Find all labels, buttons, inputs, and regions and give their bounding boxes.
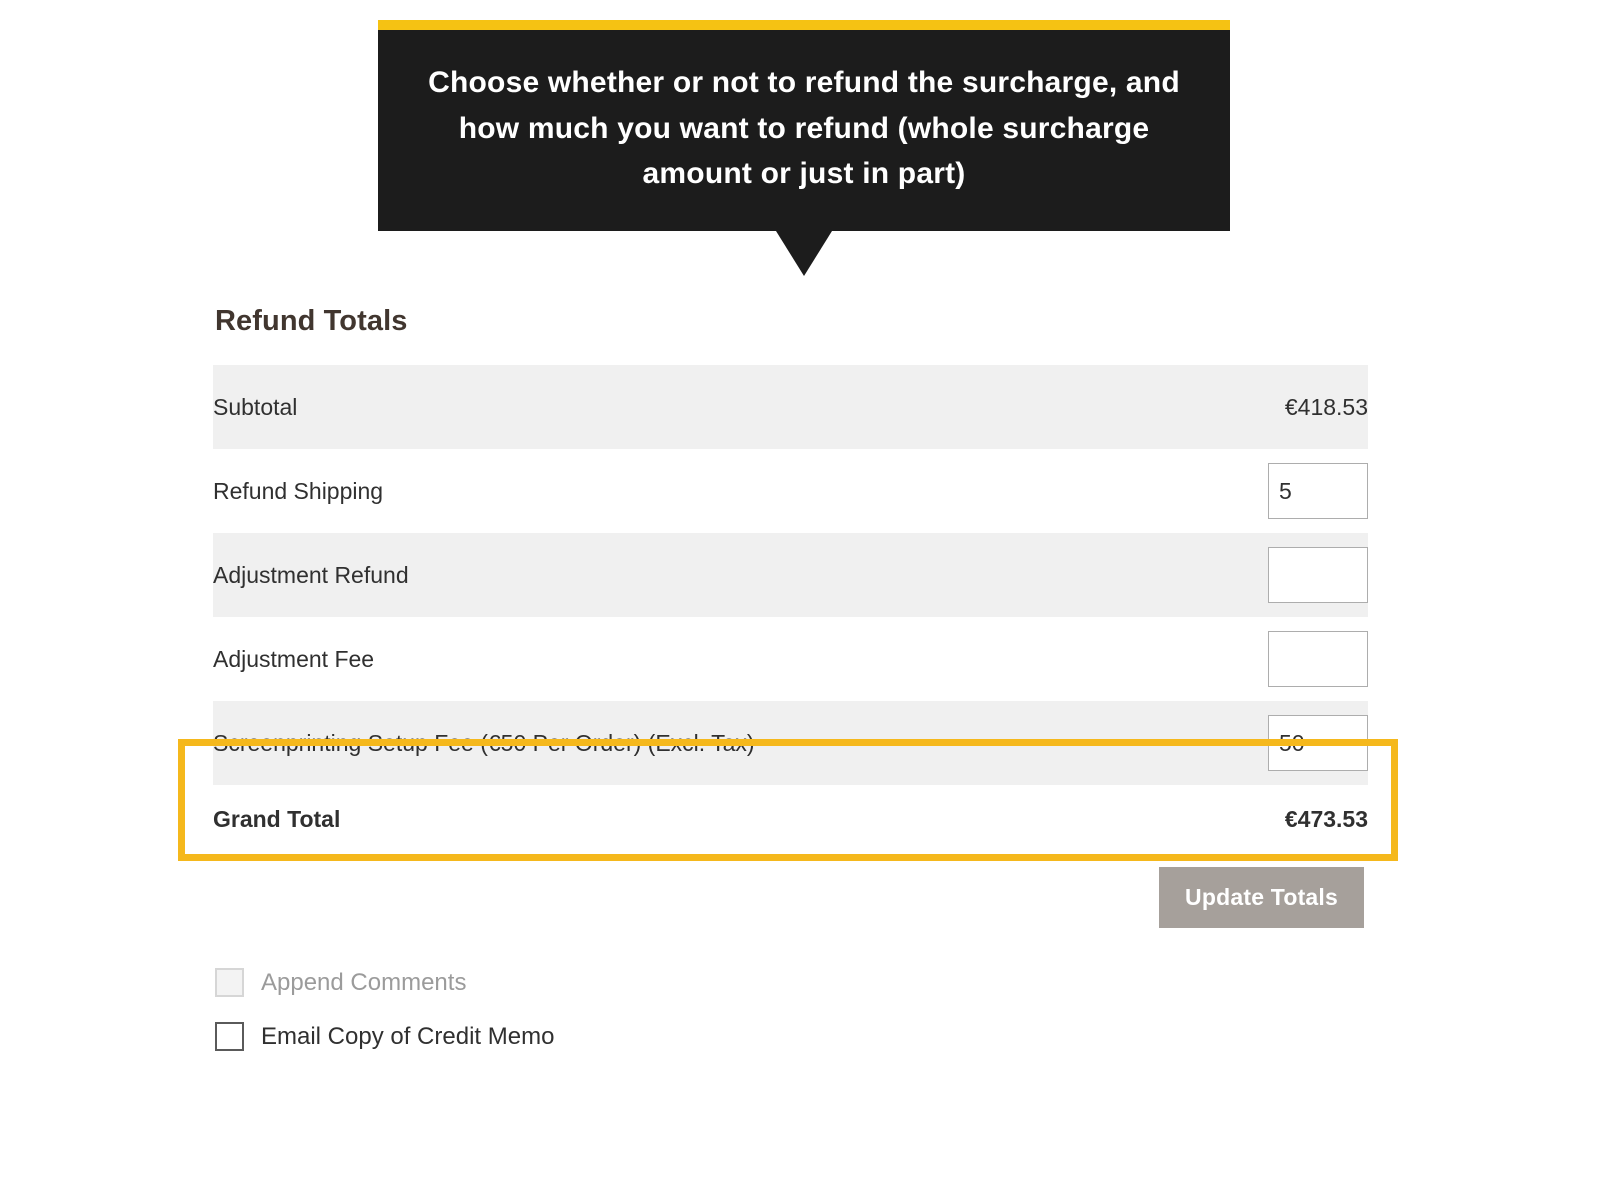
email-copy-label: Email Copy of Credit Memo: [261, 1022, 555, 1050]
update-totals-button[interactable]: Update Totals: [1159, 867, 1364, 928]
callout-pointer-arrow: [776, 231, 832, 276]
table-row: [213, 617, 1368, 701]
row-input-cell-adjustment-refund: [1188, 533, 1368, 617]
email-copy-row[interactable]: [215, 1022, 1368, 1051]
refund-totals-table: [213, 365, 1368, 853]
callout-accent-bar: [378, 20, 1230, 30]
row-label-grand-total: Grand Total: [213, 805, 341, 832]
instruction-callout: [378, 20, 1230, 231]
refund-shipping-input[interactable]: [1268, 463, 1368, 519]
row-label-subtotal: Subtotal: [213, 365, 1188, 449]
credit-memo-options: [213, 968, 1368, 1051]
row-input-cell-refund-shipping: [1188, 449, 1368, 533]
table-row-grand-total: [213, 785, 1368, 853]
row-value-subtotal: €418.53: [1188, 365, 1368, 449]
row-label-screenprinting-setup-fee: Screenprinting Setup Fee (€50 Per Order) (Excl. Tax): [213, 701, 1188, 785]
row-input-cell-screenprinting-setup-fee: [1188, 701, 1368, 785]
page-title: Refund Totals: [215, 305, 408, 337]
table-row: [213, 365, 1368, 449]
adjustment-fee-input[interactable]: [1268, 631, 1368, 687]
refund-totals-panel: [213, 305, 1368, 1076]
table-row: [213, 533, 1368, 617]
screenprinting-setup-fee-input[interactable]: [1268, 715, 1368, 771]
table-row-surcharge: [213, 701, 1368, 785]
adjustment-refund-input[interactable]: [1268, 547, 1368, 603]
totals-actions: [213, 867, 1368, 928]
row-input-cell-adjustment-fee: [1188, 617, 1368, 701]
callout-text: Choose whether or not to refund the surcharge, and how much you want to refund (whole surcharge amount or just in part): [378, 30, 1230, 231]
append-comments-label: Append Comments: [261, 968, 467, 996]
append-comments-checkbox[interactable]: [215, 968, 244, 997]
table-row: [213, 449, 1368, 533]
row-label-adjustment-fee: Adjustment Fee: [213, 645, 375, 672]
row-label-adjustment-refund: Adjustment Refund: [213, 533, 1188, 617]
append-comments-row[interactable]: [215, 968, 1368, 997]
row-label-refund-shipping: Refund Shipping: [213, 477, 384, 504]
email-copy-checkbox[interactable]: [215, 1022, 244, 1051]
row-value-grand-total: €473.53: [1284, 805, 1368, 832]
